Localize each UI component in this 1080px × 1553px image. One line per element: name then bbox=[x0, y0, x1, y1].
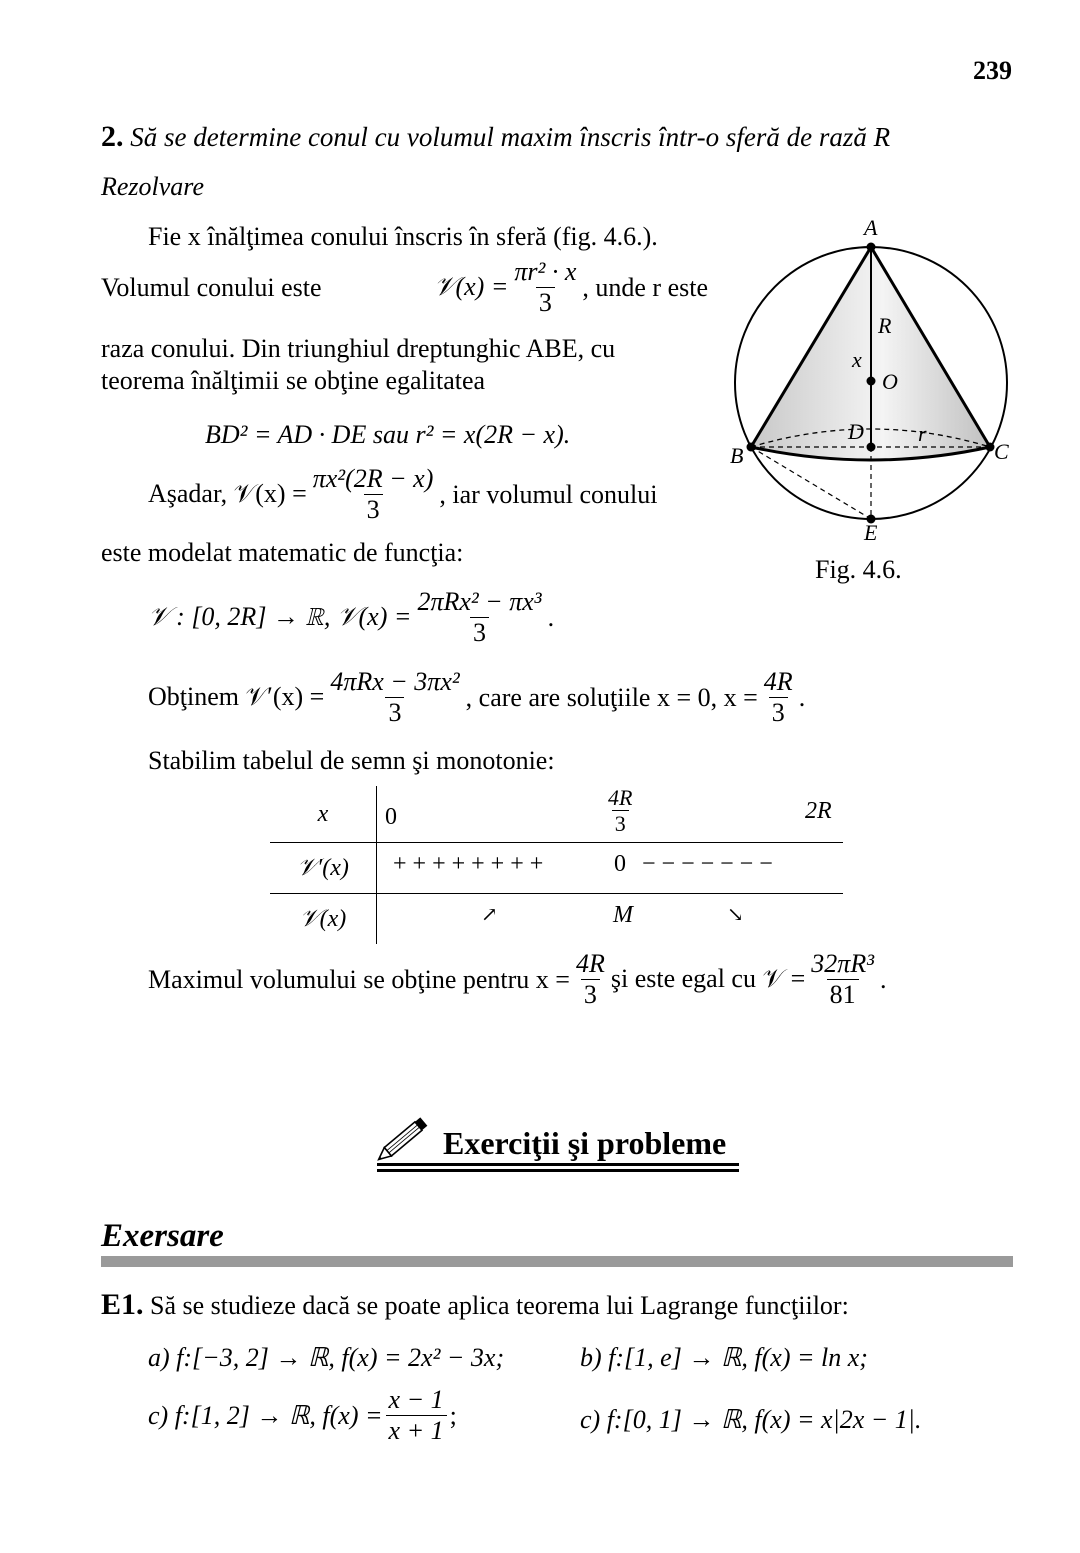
title-underline bbox=[377, 1163, 739, 1166]
exercise-e1-a: a) f:[−3, 2] → ℝ, f(x) = 2x² − 3x; bbox=[148, 1343, 505, 1372]
exercise-e1-c: c) f:[1, 2] → ℝ, f(x) = $\frac{x - 1}{x + 1}$ ; bbox=[148, 1385, 457, 1445]
exercise-e1 bbox=[101, 1288, 849, 1322]
paragraph-volume: Volumul conului este 𝒱(x) = $\frac{\text{πr² · x}}{3}$ , unde r este bbox=[101, 257, 708, 317]
point-label-b: B bbox=[730, 443, 744, 468]
point-label-o: O bbox=[882, 369, 898, 394]
subsection-divider bbox=[101, 1256, 1013, 1267]
figure-cone-in-sphere bbox=[728, 215, 1018, 552]
label-sphere-radius: R bbox=[878, 313, 892, 338]
paragraph-asadar: Aşadar, 𝒱(x) = $\frac{\text{πx²(2R − x)}}{3}$ , iar volumul conului bbox=[148, 464, 658, 524]
table-intro: Stabilim tabelul de semn şi monotonie: bbox=[148, 746, 555, 775]
cone-sphere-diagram bbox=[728, 215, 1018, 545]
subsection-title: Exersare bbox=[101, 1218, 224, 1254]
function-definition: 𝒱 : [0, 2R] → ℝ, 𝒱(x) = $\frac{\text{2πRx² − πx³}}{3}$ . bbox=[148, 587, 555, 647]
section-title: Exerciţii şi probleme bbox=[443, 1125, 727, 1161]
section-heading bbox=[375, 1113, 741, 1175]
point-label-d: D bbox=[848, 419, 864, 444]
derivative-line: Obţinem 𝒱′(x) = $\frac{\text{4πRx − 3πx²}}{3}$ , care are soluţiile x = 0, x = $\frac{4R}{3}$ . bbox=[148, 667, 806, 727]
volume-text: Volumul conului este bbox=[101, 272, 322, 302]
volume-lhs: 𝒱(x) = bbox=[433, 272, 509, 302]
paragraph-model: este modelat matematic de funcţia: bbox=[101, 538, 464, 567]
table-row-function: 𝒱(x) ↗ M ↘ bbox=[270, 894, 843, 945]
decreasing-arrow-icon: ↘ bbox=[727, 904, 744, 926]
conclusion: Maximul volumului se obţine pentru x = $\frac{4R}{3}$ şi este egal cu 𝒱 = $\frac{\text{32πR³}}{81}$ . bbox=[148, 949, 887, 1009]
table-row-derivative: 𝒱′(x) + + + + + + + + 0 − − − − − − − bbox=[270, 843, 843, 894]
point-label-e: E bbox=[864, 520, 878, 545]
table-row-x: x 0 $\frac{4R}{3}$ 2R bbox=[270, 786, 843, 843]
point-label-a: A bbox=[864, 215, 878, 240]
volume-fraction: $\frac{\text{πr² · x}}{3}$ bbox=[514, 257, 577, 317]
point-label-c: C bbox=[994, 439, 1009, 464]
figure-caption: Fig. 4.6. bbox=[815, 555, 902, 584]
problem-number: 2. bbox=[101, 120, 124, 153]
title-underline-double bbox=[377, 1169, 739, 1172]
paragraph-triangle: raza conului. Din triunghiul dreptunghic ABE, cu bbox=[101, 334, 616, 363]
volume-x-fraction: $\frac{\text{πx²(2R − x)}}{3}$ bbox=[312, 464, 434, 524]
paragraph-intro: Fie x înălţimea conului înscris în sferă (fig. 4.6.). bbox=[148, 222, 658, 251]
exercise-e1-b: b) f:[1, e] → ℝ, f(x) = ln x; bbox=[580, 1343, 868, 1372]
equation-height-theorem: BD² = AD · DE sau r² = x(2R − x). bbox=[205, 420, 571, 449]
exercise-number: E1. bbox=[101, 1288, 144, 1321]
exercise-e1-d: c) f:[0, 1] → ℝ, f(x) = x|2x − 1|. bbox=[580, 1405, 922, 1434]
sign-monotony-table bbox=[270, 786, 843, 944]
problem-text: Să se determine conul cu volumul maxim înscris într-o sferă de rază R bbox=[130, 122, 891, 152]
exercise-statement: Să se studieze dacă se poate aplica teorema lui Lagrange funcţiilor: bbox=[150, 1291, 849, 1320]
pencil-icon bbox=[375, 1113, 435, 1163]
increasing-arrow-icon: ↗ bbox=[481, 904, 498, 926]
paragraph-theorem: teorema înălţimii se obţine egalitatea bbox=[101, 366, 486, 395]
problem-statement bbox=[101, 120, 890, 154]
label-height-x: x bbox=[852, 347, 862, 372]
solution-label: Rezolvare bbox=[101, 172, 204, 201]
label-cone-radius: r bbox=[918, 421, 927, 446]
page-number: 239 bbox=[973, 56, 1012, 85]
